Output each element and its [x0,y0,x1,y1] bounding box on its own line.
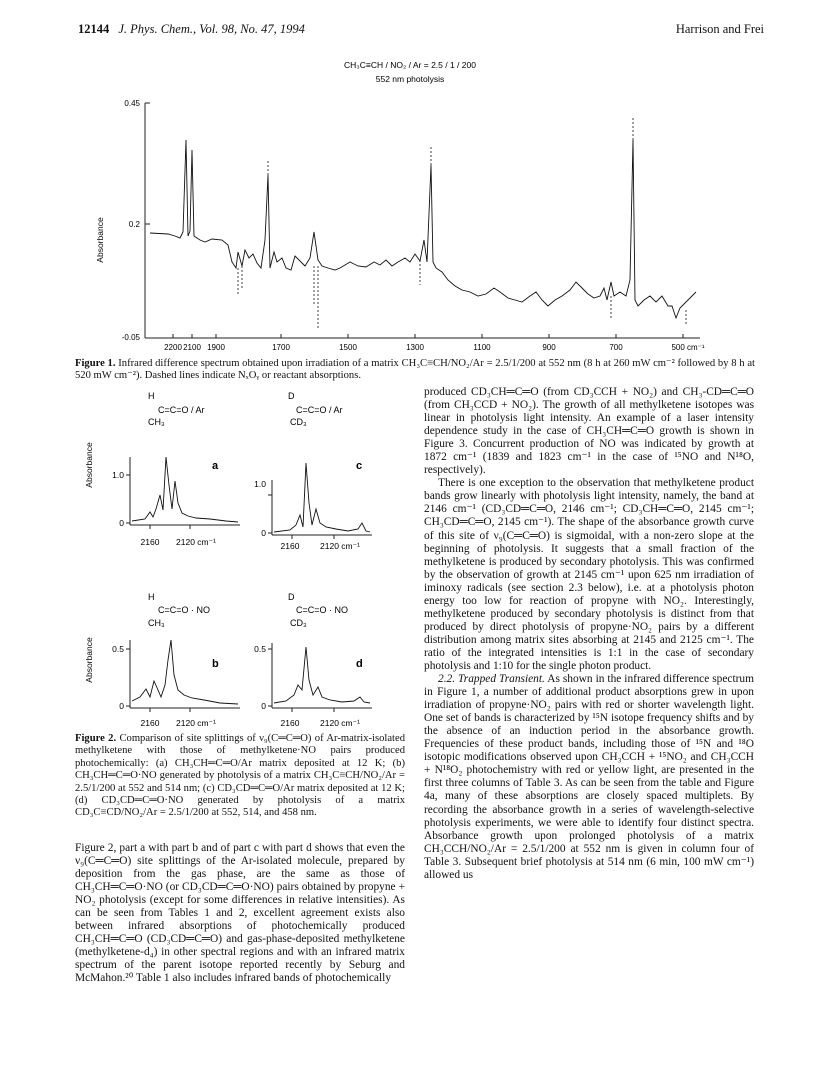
panel-b-ytick-top: 0.5 [112,644,124,654]
fig1-ytick-bottom: -0.05 [121,333,140,342]
panel-a-ytick-bottom: 0 [119,518,124,528]
fig1-xtick-1500: 1500 [339,343,357,352]
fig1-title-line2: 552 nm photolysis [375,74,445,84]
panel-d-mol3: CD₃ [290,618,307,628]
panel-b-x2: 2120 cm⁻¹ [176,718,216,728]
panel-a-mol2: C=C=O / Ar [158,405,205,415]
fig1-title-line1: CH₃C≡CH / NO₂ / Ar = 2.5 / 1 / 200 [344,60,476,70]
fig1-ylabel: Absorbance [95,217,105,263]
panel-d-letter: d [356,658,363,670]
left-paragraph-1: Figure 2, part a with part b and of part c with part d shows that even the ν₉(C═C═O) site splittings of the Ar-isolated molecule, prepared by deposition from the gas phase, are the same as those of CH₃CH═C═O·NO (or CD₃CD═C═O·NO) pairs obtained by propyne + NO₂ photolysis (except for some differences in relative intensities). As can be seen from Tables 1 and 2, excellent agreement exists also between infrared absorptions of photochemically produced CH₃CH═C═O (CD₃CD═C═O) and gas-phase-deposited methylketene (methylketene-d₄) in other spectral regions and with an infrared matrix spectrum of the parent isotope reported recently by Seburg and McMahon.²⁰ Table 1 also includes infrared bands of photochemically [75,842,405,985]
panel-b-mol3: CH₃ [148,618,165,628]
fig1-xtick-1900: 1900 [207,343,225,352]
fig1-ytick-top: 0.45 [124,99,140,108]
right-paragraph-3-text: As shown in the infrared difference spectrum in Figure 1, a number of additional product absorptions grew in upon irradiation of propyne·NO₂ pairs with red or shorter wavelength light. One set of bands is characterized by ¹⁵N isotope frequency shifts and by the absence of an induction period in the absorbance growth. Frequencies of these product bands, including those of ¹⁵N and ¹⁸O isotopic modifications observed upon CH₃CCH + ¹⁵NO₂ and CH₃CCH + N¹⁸O₂ photochemistry with red or yellow light, are presented in the first three columns of Table 3. As can be seen from the table and Figure 4a, many of these absorptions are closely spaced multiplets. By recording the absorbance growth in a series of wavelength-selective photolysis experiments, we were able to identify four distinct spectra. Absorbance growth upon prolonged photolysis of a matrix CH₃CCH/NO₂/Ar = 2.5/1/200 at 552 nm is given in column four of Table 3. Subsequent brief photolysis at 514 nm (6 min, 100 mW cm⁻¹) allowed us [424,673,754,881]
panel-b-ytick-bottom: 0 [119,701,124,711]
panel-c-x1: 2160 [280,541,300,551]
right-column-body [424,386,754,882]
figure-2-caption [75,733,405,820]
panel-d-trace [274,647,370,703]
left-column-body [75,842,405,986]
panel-d-mol1: D [288,592,295,602]
panel-c-trace [274,463,370,532]
page-number: 12144 [78,22,110,36]
fig1-xtick-2100: 2100 [183,343,201,352]
fig2-panel-b [112,592,240,728]
fig1-xtick-700: 700 [609,343,623,352]
panel-c-mol2: C=C=O / Ar [296,405,343,415]
panel-a-letter: a [212,460,219,472]
panel-c-x2: 2120 cm⁻¹ [320,541,360,551]
panel-a-mol1: H [148,391,155,401]
fig2-panel-c [254,391,372,551]
fig1-xtick-2200: 2200 [164,343,182,352]
panel-d-x1: 2160 [280,718,300,728]
figure-2-caption-label: Figure 2. [75,733,117,744]
panel-c-mol3: CD₃ [290,417,307,427]
panel-c-ytick-bottom: 0 [261,528,266,538]
section-heading-2-2: 2.2. Trapped Transient. [438,673,545,686]
panel-a-trace [132,457,238,522]
panel-b-mol1: H [148,592,155,602]
panel-c-mol1: D [288,391,295,401]
panel-a-x1: 2160 [140,537,160,547]
fig2-panel-d [254,592,372,728]
figure-2 [0,385,400,730]
journal-citation: J. Phys. Chem., Vol. 98, No. 47, 1994 [118,22,305,36]
fig1-xtick-1300: 1300 [406,343,424,352]
panel-c-ytick-top: 1.0 [254,479,266,489]
panel-d-ytick-top: 0.5 [254,644,266,654]
figure-2-caption-text: Comparison of site splittings of ν₉(C═C═O) of Ar-matrix-isolated methylketene with those of methylketene·NO pairs produced photochemically: (a) CH₃CH═C═O/Ar matrix deposited at 12 K; (b) CH₃CH═C═O·NO generated by photolysis of a matrix CH₃C≡CH/NO₂/Ar = 2.5/1/200 at 552 and 514 nm; (c) CD₃CD═C═O/Ar matrix deposited at 12 K; (d) CD₃CD═C═O·NO generated by photolysis of a matrix CD₃C≡CD/NO₂/Ar = 2.5/1/200 at 552, 514, and 458 nm. [75,733,405,819]
panel-c-letter: c [356,460,363,472]
fig1-ytick-mid: 0.2 [128,220,140,229]
figure-1-caption-label: Figure 1. [75,358,116,369]
panel-d-x2: 2120 cm⁻¹ [320,718,360,728]
panel-d-ytick-bottom: 0 [261,701,266,711]
panel-b-x1: 2160 [140,718,160,728]
fig1-dashed-lines [238,116,686,328]
fig2-ylabel-bottom: Absorbance [84,637,94,683]
figure-1-caption-text: Infrared difference spectrum obtained upon irradiation of a matrix CH₃C≡CH/NO₂/Ar = 2.5/1/200 at 552 nm (8 h at 260 mW cm⁻² followed by 8 h at 520 mW cm⁻²). Dashed lines indicate NₓOᵧ or reactant absorptions. [75,358,755,382]
fig1-xtick-500: 500 cm⁻¹ [671,343,705,352]
right-paragraph-1: produced CD₃CH═C═O (from CD₃CCH + NO₂) and CH₃-CD═C═O (from CH₃CCD + NO₂). The growth of all methylketene isotopes was linear in photolysis light intensity. An example of a laser intensity dependence study in the case of CH₃CH═C═O growth is shown in Figure 3. Concurrent production of NO was indicated by growth at 1872 cm⁻¹ (1839 and 1823 cm⁻¹ in the case of ¹⁵NO and N¹⁸O, respectively). [424,386,754,477]
right-paragraph-2: There is one exception to the observation that methylketene product bands grow linearly with photolysis light intensity, namely, the band at 2146 cm⁻¹ (CD₃CD═C═O, 2146 cm⁻¹; CD₃CH═C═O, 2145 cm⁻¹; CH₃CD═C═O, 2145 cm⁻¹). The shape of the absorbance growth curve of this site of ν₉(C═C═O) is sigmoidal, with a non-zero slope at the beginning of photolysis. It suggests that a small fraction of the methylketene is produced by secondary photolysis. This was confirmed by the observation of growth at 2145 cm⁻¹ upon 625 nm irradiation of iminoxy radicals (see section 2.3 below), i.e. at a photolysis photon energy too low for reaction of propyne with NO₂. Interestingly, methylketene produced by secondary photolysis is distinct from that produced by direct photolysis of propyne·NO₂ pairs by a different distribution among matrix sites absorbing at 2145 and 2125 cm⁻¹. The ratio of the integrated intensities is 1:1 in the case of secondary photolysis and 1:10 for the single photon product. [424,477,754,672]
panel-b-mol2: C=C=O · NO [158,605,211,615]
panel-d-mol2: C=C=O · NO [296,605,349,615]
fig2-ylabel-top: Absorbance [84,442,94,488]
fig1-spectrum-trace [150,140,696,318]
fig2-panel-a [112,391,240,547]
figure-1-caption [75,358,755,383]
running-header-authors: Harrison and Frei [675,22,764,36]
fig1-xtick-1100: 1100 [473,343,491,352]
panel-a-mol3: CH₃ [148,417,165,427]
figure-1 [0,0,820,360]
fig1-xtick-1700: 1700 [272,343,290,352]
right-paragraph-3 [424,673,754,882]
panel-b-letter: b [212,658,219,670]
panel-b-trace [132,640,238,704]
panel-a-x2: 2120 cm⁻¹ [176,537,216,547]
panel-a-ytick-top: 1.0 [112,470,124,480]
fig1-xtick-900: 900 [542,343,556,352]
